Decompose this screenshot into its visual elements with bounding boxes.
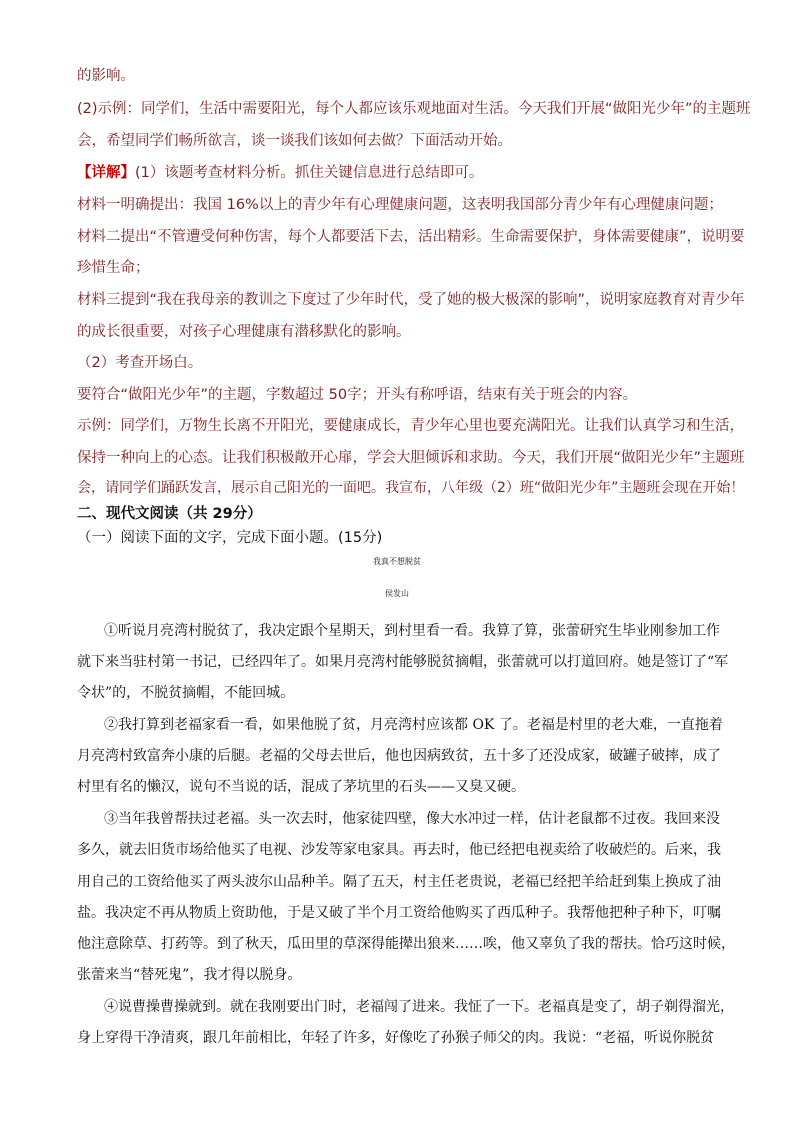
story-p3-line6: 张蕾来当“替死鬼”，我才得以脱身。 (77, 967, 302, 983)
detail-intro: (1）该题考查材料分析。抓住关键信息进行总结即可。 (135, 165, 484, 181)
example-line2: 保持一种向上的心态。让我们积极敞开心扉，学会大胆倾诉和求助。今天，我们开展“做阳光少年”主题班 (77, 450, 745, 466)
story-p2-line1: ②我打算到老福家看一看，如果他脱了贫，月亮湾村应该都 OK 了。老福是村里的老大难，一直拖着 (104, 717, 723, 733)
section-subheading: （一）阅读下面的文字，完成下面小题。(15分) (77, 530, 383, 546)
story-p3-line3: 用自己的工资给他买了两头波尔山品种羊。隔了五天，村主任老贵说，老福已经把羊给赶到集上换成了油 (77, 874, 721, 890)
answer-example2-line2: 会，希望同学们畅所欲言，谈一谈我们该如何去做？下面活动开始。 (77, 133, 512, 149)
story-p2-line2: 月亮湾村致富奔小康的后腿。老福的父母去世后，他也因病致贫，五十多了还没成家，破罐子破摔，成了 (77, 748, 721, 764)
example-line3: 会，请同学们踊跃发言，展示自己阳光的一面吧。我宣布，八年级（2）班“做阳光少年”主题班会现在开始！ (77, 480, 745, 496)
story-p2-line3: 村里有名的懒汉，说句不当说的话，混成了茅坑里的石头——又臭又硬。 (77, 779, 525, 795)
question2-label: （2）考查开场白。 (77, 355, 203, 371)
story-p4-line2: 身上穿得干净清爽，跟几年前相比，年轻了许多，好像吃了孙猴子师父的肉。我说：“老福，听说你脱贫 (77, 1030, 715, 1046)
example-line1: 示例：同学们，万物生长离不开阳光，要健康成长，青少年心里也要充满阳光。让我们认真学习和生活， (77, 418, 744, 434)
story-title: 我真不想脱贫 (373, 557, 421, 566)
answer-example2-line1: (2)示例：同学们，生活中需要阳光，每个人都应该乐观地面对生活。今天我们开展“做阳光少年”的主题班 (77, 101, 751, 117)
material2-analysis-line1: 材料二提出“不管遭受何种伤害，每个人都要活下去，活出精彩。生命需要保护，身体需要健康”，说明要 (77, 229, 745, 245)
story-p1-line2: 就下来当驻村第一书记，已经四年了。如果月亮湾村能够脱贫摘帽，张蕾就可以打道回府。她是签订了“军 (77, 654, 729, 670)
story-p3-line4: 盐。我决定不再从物质上资助他，于是又破了半个月工资给他购买了西瓜种子。我帮他把种子种下，叮嘱 (77, 905, 721, 921)
material2-analysis-line2: 珍惜生命； (77, 260, 150, 276)
story-p3-line1: ③当年我曾帮扶过老福。头一次去时，他家徒四壁，像大水冲过一样，估计老鼠都不过夜。我回来没 (104, 811, 720, 827)
story-p3-line5: 他注意除草、打药等。到了秋天，瓜田里的草深得能撵出狼来……唉，他又辜负了我的帮扶。恰巧这时候， (77, 936, 735, 952)
story-author: 侯发山 (385, 589, 409, 598)
material3-analysis-line1: 材料三提到“我在我母亲的教训之下度过了少年时代，受了她的极大极深的影响”，说明家庭教育对青少年 (77, 292, 745, 308)
requirement-text: 要符合“做阳光少年”的主题，字数超过 50字；开头有称呼语，结束有关于班会的内容。 (77, 387, 638, 403)
answer-line-impact: 的影响。 (77, 68, 135, 84)
material3-analysis-line2: 的成长很重要，对孩子心理健康有潜移默化的影响。 (77, 324, 411, 340)
story-p4-line1: ④说曹操曹操就到。就在我刚要出门时，老福闯了进来。我怔了一下。老福真是变了，胡子剃得溜光， (104, 999, 734, 1015)
detail-intro-line (77, 161, 483, 182)
story-p1-line3: 令状”的，不脱贫摘帽，不能回城。 (77, 685, 295, 701)
material1-analysis: 材料一明确提出：我国 16%以上的青少年有心理健康问题，这表明我国部分青少年有心理健康问题； (77, 197, 723, 213)
story-p3-line2: 多久，就去旧货市场给他买了电视、沙发等家电家具。再去时，他已经把电视卖给了收破烂的。后来，我 (77, 842, 721, 858)
story-p1-line1: ①听说月亮湾村脱贫了，我决定跟个星期天，到村里看一看。我算了算，张蕾研究生毕业刚参加工作 (104, 623, 720, 639)
section-heading: 二、现代文阅读（共 29分） (77, 506, 262, 522)
detail-tag: 【详解】 (77, 165, 135, 181)
